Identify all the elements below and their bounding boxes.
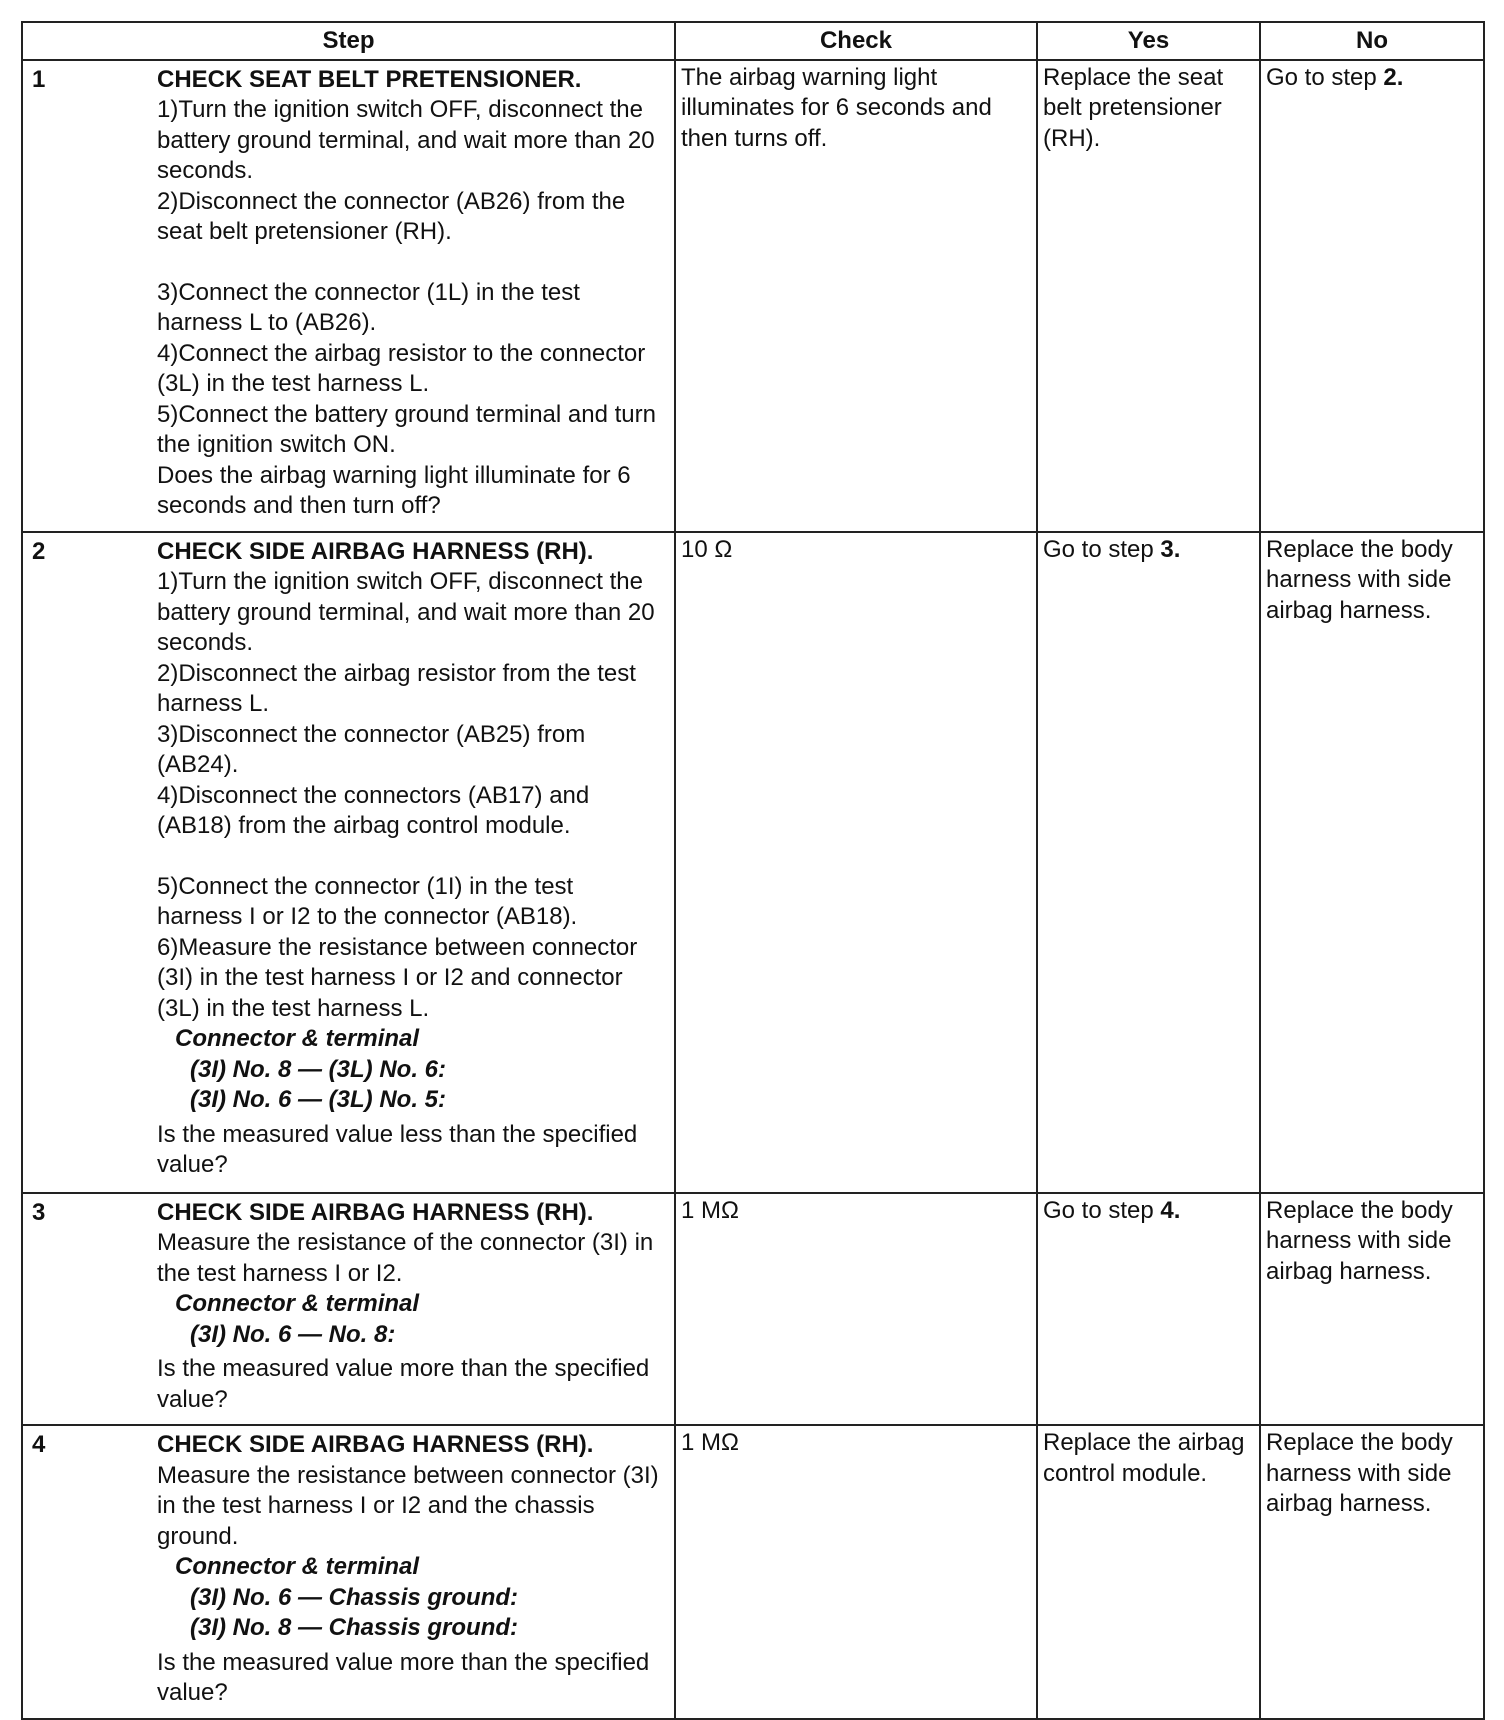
table-row: [22, 1425, 1484, 1719]
spacer: [157, 842, 664, 872]
spec-heading: Connector & terminal: [175, 1553, 420, 1580]
step-body: [157, 1196, 669, 1422]
step-question: Does the airbag warning light illuminate for 6 seconds and then turn off?: [157, 461, 631, 519]
header-row: [22, 22, 1484, 60]
step-instruction: 4)Connect the airbag resistor to the connector (3L) in the test harness L.: [157, 339, 646, 397]
step-number: 1: [32, 65, 46, 93]
yes-text: Go to step: [1043, 1196, 1154, 1224]
step-question: Is the measured value more than the specified value?: [157, 1355, 650, 1413]
header-no: No: [1260, 22, 1484, 60]
spec-item: (3I) No. 6 — (3L) No. 5:: [190, 1086, 447, 1113]
yes-cell: Replace the airbag control module.: [1037, 1425, 1260, 1719]
yes-text: Go to step: [1043, 535, 1154, 563]
step-instruction: 1)Turn the ignition switch OFF, disconnect the battery ground terminal, and wait more than 20 seconds.: [157, 96, 655, 184]
step-cell: [22, 1193, 675, 1426]
step-instruction: 6)Measure the resistance between connector (3I) in the test harness I or I2 and connector (3L) in the test harness L.: [157, 933, 638, 1022]
step-instruction: 2)Disconnect the connector (AB26) from the seat belt pretensioner (RH).: [157, 187, 626, 245]
no-text: Go to step: [1266, 63, 1377, 91]
spec-item: (3I) No. 6 — No. 8:: [190, 1320, 396, 1348]
table-row: [22, 532, 1484, 1193]
check-cell: The airbag warning light illuminates for 6 seconds and then turns off.: [675, 60, 1037, 532]
check-cell: 1 MΩ: [675, 1425, 1037, 1719]
check-cell: 1 MΩ: [675, 1193, 1037, 1426]
step-title: CHECK SIDE AIRBAG HARNESS (RH).: [157, 1431, 594, 1458]
step-instruction: Measure the resistance between connector (3I) in the test harness I or I2 and the chassis ground.: [157, 1461, 659, 1550]
no-cell: Replace the body harness with side airbag harness.: [1260, 1425, 1484, 1719]
step-body: [157, 535, 669, 1187]
step-cell: [22, 60, 675, 532]
spacer: [157, 248, 664, 278]
spec-heading: Connector & terminal: [175, 1290, 420, 1317]
no-cell: Replace the body harness with side airbag harness.: [1260, 532, 1484, 1193]
table-row: [22, 60, 1484, 532]
yes-cell: [1037, 1193, 1260, 1426]
yes-cell: Replace the seat belt pretensioner (RH).: [1037, 60, 1260, 532]
step-instruction: 5)Connect the battery ground terminal and turn the ignition switch ON.: [157, 400, 656, 458]
spec-heading: Connector & terminal: [175, 1025, 420, 1052]
step-instruction: 3)Disconnect the connector (AB25) from (AB24).: [157, 720, 586, 778]
step-ref: 2.: [1383, 63, 1404, 91]
spec-item: (3I) No. 8 — (3L) No. 6:: [190, 1055, 447, 1083]
spec-item: (3I) No. 8 — Chassis ground:: [190, 1614, 519, 1641]
step-body: [157, 63, 669, 528]
step-question: Is the measured value more than the specified value?: [157, 1648, 650, 1706]
step-number: 3: [32, 1198, 46, 1226]
header-yes: Yes: [1037, 22, 1260, 60]
step-ref: 4.: [1160, 1196, 1181, 1224]
step-number: 4: [32, 1431, 46, 1458]
step-instruction: 1)Turn the ignition switch OFF, disconnect the battery ground terminal, and wait more than 20 seconds.: [157, 568, 655, 656]
table-row: [22, 1193, 1484, 1426]
step-cell: [22, 1425, 675, 1719]
step-title: CHECK SIDE AIRBAG HARNESS (RH).: [157, 1198, 594, 1226]
step-cell: [22, 532, 675, 1193]
step-title: CHECK SIDE AIRBAG HARNESS (RH).: [157, 537, 594, 565]
step-question: Is the measured value less than the specified value?: [157, 1120, 638, 1178]
no-cell: Replace the body harness with side airbag harness.: [1260, 1193, 1484, 1426]
step-instruction: Measure the resistance of the connector (3I) in the test harness I or I2.: [157, 1229, 654, 1287]
step-instruction: 2)Disconnect the airbag resistor from the test harness L.: [157, 659, 636, 717]
step-ref: 3.: [1160, 535, 1181, 563]
step-number: 2: [32, 537, 46, 565]
step-body: [157, 1428, 669, 1715]
step-instruction: 5)Connect the connector (1I) in the test harness I or I2 to the connector (AB18).: [157, 872, 578, 930]
step-title: CHECK SEAT BELT PRETENSIONER.: [157, 65, 582, 93]
header-step: Step: [22, 22, 675, 60]
step-instruction: 4)Disconnect the connectors (AB17) and (AB18) from the airbag control module.: [157, 781, 590, 839]
check-cell: 10 Ω: [675, 532, 1037, 1193]
step-instruction: 3)Connect the connector (1L) in the test harness L to (AB26).: [157, 278, 580, 336]
diagnostic-table: [21, 21, 1485, 1720]
spec-item: (3I) No. 6 — Chassis ground:: [190, 1583, 519, 1611]
header-check: Check: [675, 22, 1037, 60]
no-cell: [1260, 60, 1484, 532]
yes-cell: [1037, 532, 1260, 1193]
